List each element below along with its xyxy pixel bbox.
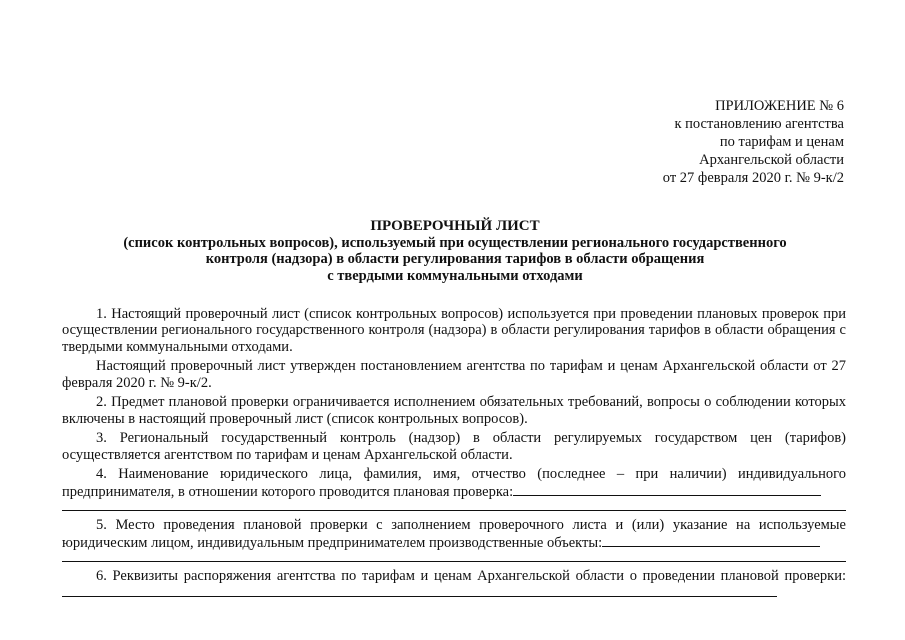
paragraph-1-approval: Настоящий проверочный лист утвержден постановлением агентства по тарифам и ценам Архангельской области от 27 февраля 2020 г. № 9-к/2. <box>62 358 846 391</box>
appendix-line: Архангельской области <box>699 152 844 168</box>
heading-line: контроля (надзора) в области регулирования тарифов в области обращения <box>205 251 705 267</box>
paragraph-5-text: 5. Место проведения плановой проверки с заполнением проверочного листа и (или) указание на используемые юридическим лицом, индивидуальным предпринимателем производственные объекты: <box>62 517 846 551</box>
blank-line <box>62 561 846 562</box>
heading-line: (список контрольных вопросов), используемый при осуществлении регионального государственного <box>123 234 787 251</box>
paragraph-6-text: 6. Реквизиты распоряжения агентства по тарифам и ценам Архангельской области о проведении плановой проверки: <box>96 568 846 585</box>
document-body <box>62 306 846 602</box>
document-title: ПРОВЕРОЧНЫЙ ЛИСТ <box>370 218 540 234</box>
blank-line <box>602 534 820 547</box>
appendix-number: ПРИЛОЖЕНИЕ № 6 <box>715 98 844 114</box>
paragraph-1: 1. Настоящий проверочный лист (список контрольных вопросов) используется при проведении плановых проверок при осуществлении регионального государственного контроля (надзора) в области регулирования тарифов в области обращения с твердыми коммунальными отходами. <box>62 306 846 355</box>
paragraph-5 <box>62 517 846 551</box>
paragraph-6 <box>62 568 846 602</box>
appendix-line: по тарифам и ценам <box>719 134 844 150</box>
paragraph-4 <box>62 466 846 500</box>
document-heading <box>60 218 850 284</box>
paragraph-4-text: 4. Наименование юридического лица, фамилия, имя, отчество (последнее – при наличии) индивидуального предпринимателя, в отношении которого проводится плановая проверка: <box>62 466 846 500</box>
blank-line <box>513 483 821 496</box>
paragraph-2: 2. Предмет плановой проверки ограничивается исполнением обязательных требований, вопросы о соблюдении которых включены в настоящий проверочный лист (список контрольных вопросов). <box>62 394 846 427</box>
appendix-date: от 27 февраля 2020 г. № 9-к/2 <box>662 170 844 186</box>
appendix-block <box>620 97 844 187</box>
blank-line <box>62 510 846 511</box>
appendix-line: к постановлению агентства <box>674 116 844 132</box>
blank-line <box>62 584 777 597</box>
heading-line: с твердыми коммунальными отходами <box>327 267 583 284</box>
paragraph-3: 3. Региональный государственный контроль (надзор) в области регулируемых государством цен (тарифов) осуществляется агентством по тарифам и ценам Архангельской области. <box>62 430 846 463</box>
